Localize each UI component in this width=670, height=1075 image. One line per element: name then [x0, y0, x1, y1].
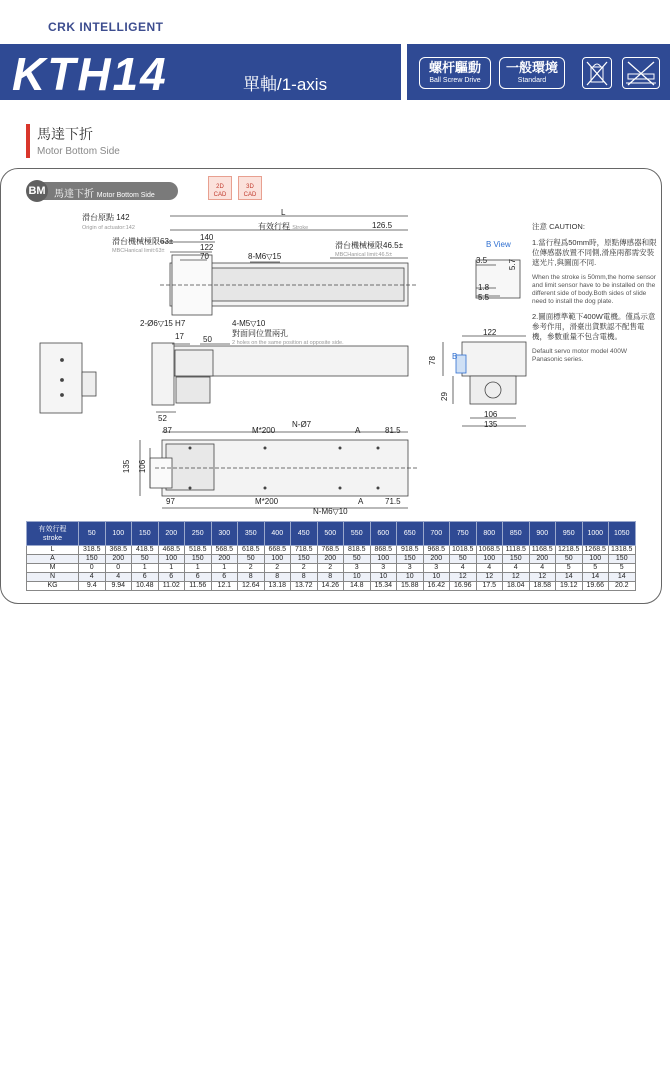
section-subtitle: Motor Bottom Side	[37, 146, 120, 157]
table-cell: 100	[264, 555, 291, 564]
table-cell: 8	[264, 573, 291, 582]
pin-hole-label: 2-Ø6▽15 H7	[140, 319, 186, 328]
dim-122: 122	[200, 243, 214, 252]
table-cell: 4	[105, 573, 132, 582]
table-cell: 1318.5	[609, 546, 636, 555]
stroke-col: 900	[529, 522, 556, 546]
table-cell: 6	[158, 573, 185, 582]
stroke-col: 600	[370, 522, 397, 546]
row-label: L	[27, 546, 79, 555]
table-cell: 150	[185, 555, 212, 564]
stroke-col: 1050	[609, 522, 636, 546]
motor-body	[176, 377, 210, 403]
table-cell: 12	[450, 573, 477, 582]
stroke-col: 50	[79, 522, 106, 546]
table-cell: 200	[529, 555, 556, 564]
stroke-col: 850	[503, 522, 530, 546]
caution-item-2-en: Default servo motor model 400W Panasonic series.	[532, 348, 628, 363]
table-cell: 16.96	[450, 582, 477, 591]
dim-106-left: 106	[138, 459, 148, 474]
spec-header-label	[27, 522, 79, 546]
mech-limit-63-en-text: MBCHanical limit:63±	[112, 248, 165, 254]
table-cell: 4	[476, 564, 503, 573]
table-cell: 14.26	[317, 582, 344, 591]
b-view-label: B View	[486, 240, 511, 249]
table-cell: 10	[397, 573, 424, 582]
table-cell: 318.5	[79, 546, 106, 555]
dim-78: 78	[427, 356, 437, 365]
table-cell: 1	[211, 564, 238, 573]
dim-70: 70	[200, 252, 209, 261]
table-cell: 10.48	[132, 582, 159, 591]
dim-A-bottom: A	[358, 497, 364, 506]
spec-header-cn: 有效行程	[38, 525, 67, 533]
caution-notes	[532, 222, 657, 370]
dim-140: 140	[200, 233, 214, 242]
table-cell: 12.1	[211, 582, 238, 591]
caution-item-1-en: When the stroke is 50mm,the home sensor and limit sensor have to be installed on the different side of body.Both sides of slide need to install the dog plate.	[532, 274, 656, 305]
table-cell: 14.8	[344, 582, 371, 591]
spec-header-en: stroke	[42, 534, 63, 542]
table-cell: 19.66	[582, 582, 609, 591]
caution-title: 注意 CAUTION:	[532, 222, 585, 231]
table-cell: 1168.5	[529, 546, 556, 555]
dim-L: L	[281, 208, 286, 217]
cad-2d-line1: 2D	[216, 184, 224, 190]
table-row	[27, 573, 636, 582]
table-cell: 150	[291, 555, 318, 564]
table-cell: 10	[344, 573, 371, 582]
m5-note-en	[232, 337, 344, 346]
table-cell: 100	[158, 555, 185, 564]
standard-env-tag-main: 一般環境	[505, 60, 558, 75]
dim-m200-top: M*200	[252, 426, 276, 435]
dim-3-5: 3.5	[476, 256, 488, 265]
bm-label-en: Motor Bottom Side	[96, 192, 155, 199]
table-cell: 4	[79, 573, 106, 582]
table-cell: 14	[582, 573, 609, 582]
table-cell: 100	[370, 555, 397, 564]
stroke-col: 550	[344, 522, 371, 546]
thread-4-m5: 4-M5▽10	[232, 319, 266, 328]
model-title: KTH14	[12, 48, 168, 100]
table-cell: 10	[370, 573, 397, 582]
table-cell: 6	[211, 573, 238, 582]
dim-1-8: 1.8	[478, 283, 490, 292]
table-cell: 1	[158, 564, 185, 573]
table-cell: 50	[450, 555, 477, 564]
bm-label-cn: 馬達下折	[54, 189, 94, 200]
table-cell: 11.56	[185, 582, 212, 591]
caution-item-1: 1.當行程爲50mm時，原點傳感器和限位傳感器放置不同側,滑座兩都需安裝遮光片,與圖面不同.	[532, 238, 657, 267]
table-cell: 4	[529, 564, 556, 573]
mech-limit-63: 滑台機械極限63±	[112, 237, 174, 246]
bm-code: BM	[26, 180, 48, 202]
end-view-left	[40, 343, 82, 413]
table-cell: 200	[423, 555, 450, 564]
ball-screw-tag-main: 螺杆驅動	[428, 60, 481, 75]
spec-table	[26, 521, 636, 591]
stroke-col: 200	[158, 522, 185, 546]
table-cell: 12	[503, 573, 530, 582]
dim-50: 50	[203, 335, 212, 344]
m5-note: 對面同位置兩孔	[232, 329, 288, 338]
standard-env-tag-sub: Standard	[517, 77, 547, 84]
table-cell: 15.88	[397, 582, 424, 591]
table-cell: 968.5	[423, 546, 450, 555]
table-cell: 4	[450, 564, 477, 573]
table-cell: 768.5	[317, 546, 344, 555]
dim-71-5: 71.5	[385, 497, 401, 506]
table-cell: 0	[79, 564, 106, 573]
table-cell: 868.5	[370, 546, 397, 555]
ball-screw-tag-sub: Ball Screw Drive	[429, 77, 481, 84]
table-row	[27, 546, 636, 555]
stroke-col: 450	[291, 522, 318, 546]
table-cell: 50	[556, 555, 583, 564]
table-cell: 200	[317, 555, 344, 564]
dim-A-top: A	[355, 426, 361, 435]
axis-label: 單軸/1-axis	[243, 75, 328, 94]
table-cell: 14	[556, 573, 583, 582]
m5-note-en-text: 2 holes on the same position at opposite side.	[232, 340, 344, 346]
table-cell: 5	[609, 564, 636, 573]
table-cell: 1018.5	[450, 546, 477, 555]
table-cell: 3	[397, 564, 424, 573]
stroke-col: 700	[423, 522, 450, 546]
table-row	[27, 582, 636, 591]
table-cell: 18.58	[529, 582, 556, 591]
table-row	[27, 564, 636, 573]
stroke-col: 150	[132, 522, 159, 546]
table-cell: 8	[317, 573, 344, 582]
spec-body	[27, 546, 636, 591]
hole-n-07: N-Ø7	[292, 420, 312, 429]
table-cell: 11.02	[158, 582, 185, 591]
origin-label-en-text: Origin of actuator:142	[82, 225, 135, 231]
stroke-col: 250	[185, 522, 212, 546]
thread-n-m6: N-M6▽10	[313, 507, 348, 516]
table-cell: 20.2	[609, 582, 636, 591]
stroke-label	[258, 221, 308, 232]
table-cell: 50	[344, 555, 371, 564]
stroke-label-en: Stroke	[292, 225, 309, 231]
stroke-col: 800	[476, 522, 503, 546]
table-cell: 16.42	[423, 582, 450, 591]
table-cell: 2	[238, 564, 265, 573]
table-cell: 718.5	[291, 546, 318, 555]
table-cell: 368.5	[105, 546, 132, 555]
mech-limit-46-en-text: MBCHanical limit:46.5±	[335, 252, 393, 258]
stroke-col: 350	[238, 522, 265, 546]
table-cell: 3	[370, 564, 397, 573]
cad-3d-line2: CAD	[243, 192, 257, 198]
table-cell: 5	[556, 564, 583, 573]
section-title: 馬達下折	[37, 126, 93, 142]
stroke-col: 1000	[582, 522, 609, 546]
table-cell: 668.5	[264, 546, 291, 555]
table-cell: 150	[503, 555, 530, 564]
table-cell: 3	[423, 564, 450, 573]
dim-17: 17	[175, 332, 184, 341]
cad-3d-line1: 3D	[246, 184, 254, 190]
table-cell: 12.64	[238, 582, 265, 591]
dim-29: 29	[439, 392, 449, 401]
caution-item-2: 2.圖面標準範下400W電機。僅爲示意參考作用，滑臺出貨默認不配售電機，參數重量不包含電機。	[532, 312, 656, 341]
dim-81-5: 81.5	[385, 426, 401, 435]
table-cell: 2	[264, 564, 291, 573]
dim-126-5: 126.5	[372, 221, 393, 230]
table-cell: 19.12	[556, 582, 583, 591]
dim-97: 97	[166, 497, 175, 506]
table-cell: 13.72	[291, 582, 318, 591]
table-cell: 12	[529, 573, 556, 582]
table-cell: 50	[238, 555, 265, 564]
table-cell: 1068.5	[476, 546, 503, 555]
dim-52: 52	[158, 414, 167, 423]
table-cell: 0	[105, 564, 132, 573]
row-label: KG	[27, 582, 79, 591]
table-cell: 618.5	[238, 546, 265, 555]
table-cell: 568.5	[211, 546, 238, 555]
dim-135-left: 135	[122, 459, 132, 474]
table-cell: 3	[344, 564, 371, 573]
mech-limit-46: 滑台機械極限46.5±	[335, 241, 403, 250]
table-cell: 6	[185, 573, 212, 582]
end-view-right	[462, 342, 526, 376]
table-cell: 18.04	[503, 582, 530, 591]
table-cell: 468.5	[158, 546, 185, 555]
spec-header-row	[27, 522, 636, 546]
table-cell: 9.4	[79, 582, 106, 591]
table-cell: 5	[582, 564, 609, 573]
mech-limit-46-en	[335, 249, 392, 258]
stroke-col: 750	[450, 522, 477, 546]
row-label: A	[27, 555, 79, 564]
cad-2d-line2: CAD	[213, 192, 227, 198]
origin-label-en	[82, 222, 135, 231]
dim-106-right: 106	[484, 410, 498, 419]
row-label: N	[27, 573, 79, 582]
table-cell: 14	[609, 573, 636, 582]
dim-m200-bottom: M*200	[255, 497, 279, 506]
table-cell: 2	[291, 564, 318, 573]
table-cell: 10	[423, 573, 450, 582]
table-cell: 1	[185, 564, 212, 573]
table-cell: 150	[79, 555, 106, 564]
table-cell: 200	[105, 555, 132, 564]
table-row	[27, 555, 636, 564]
thread-8-m6: 8-M6▽15	[248, 252, 282, 261]
b-marker: B	[452, 352, 458, 361]
brand-logo: CRK INTELLIGENT	[48, 20, 164, 34]
stroke-col: 400	[264, 522, 291, 546]
stroke-col: 500	[317, 522, 344, 546]
row-label: M	[27, 564, 79, 573]
stroke-col: 950	[556, 522, 583, 546]
table-cell: 518.5	[185, 546, 212, 555]
table-cell: 418.5	[132, 546, 159, 555]
mech-limit-63-en	[112, 245, 165, 254]
dim-5-5: 5.5	[478, 293, 490, 302]
dim-5-7: 5.7	[508, 258, 518, 271]
origin-label: 滑台原點 142	[82, 213, 130, 222]
table-cell: 1218.5	[556, 546, 583, 555]
table-cell: 1	[132, 564, 159, 573]
table-cell: 4	[503, 564, 530, 573]
dim-87: 87	[163, 426, 172, 435]
table-cell: 17.5	[476, 582, 503, 591]
dim-122-right: 122	[483, 328, 497, 337]
table-cell: 1268.5	[582, 546, 609, 555]
stroke-col: 650	[397, 522, 424, 546]
stroke-label-cn: 有效行程	[258, 222, 290, 231]
stroke-col: 100	[105, 522, 132, 546]
table-cell: 8	[291, 573, 318, 582]
stroke-col: 300	[211, 522, 238, 546]
dim-135-right: 135	[484, 420, 498, 429]
table-cell: 8	[238, 573, 265, 582]
table-cell: 13.18	[264, 582, 291, 591]
table-cell: 100	[582, 555, 609, 564]
table-cell: 2	[317, 564, 344, 573]
table-cell: 12	[476, 573, 503, 582]
table-cell: 1118.5	[503, 546, 530, 555]
table-cell: 150	[609, 555, 636, 564]
table-cell: 100	[476, 555, 503, 564]
table-cell: 200	[211, 555, 238, 564]
table-cell: 6	[132, 573, 159, 582]
table-cell: 918.5	[397, 546, 424, 555]
table-cell: 818.5	[344, 546, 371, 555]
table-cell: 9.94	[105, 582, 132, 591]
table-cell: 150	[397, 555, 424, 564]
table-cell: 15.34	[370, 582, 397, 591]
table-cell: 50	[132, 555, 159, 564]
